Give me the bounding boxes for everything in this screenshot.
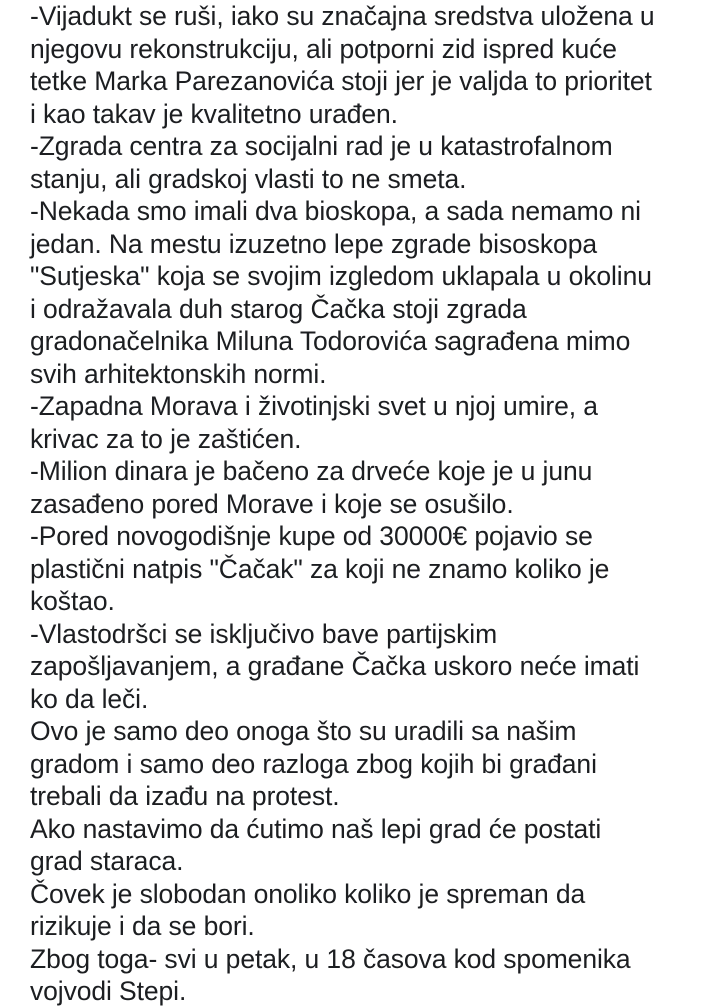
paragraph-social-work-center: -Zgrada centra za socijalni rad je u katastrofalnom stanju, ali gradskoj vlasti to ne smeta. bbox=[30, 131, 613, 194]
paragraph-call-to-protest: Zbog toga- svi u petak, u 18 časova kod spomenika vojvodi Stepi. bbox=[30, 943, 631, 1006]
paragraph-trees: -Milion dinara je bačeno za drveće koje je u junu zasađeno pored Morave i koje se osušilo. bbox=[30, 456, 593, 519]
paragraph-freedom: Čovek je slobodan onoliko koliko je spreman da rizikuje i da se bori. bbox=[30, 878, 586, 941]
paragraph-summary: Ovo je samo deo onoga što su uradili sa našim gradom i samo deo razloga zbog kojih bi građani trebali da izađu na protest. bbox=[30, 716, 597, 811]
paragraph-employment: -Vlastodršci se isključivo bave partijskim zapošljavanjem, a građane Čačka uskoro neće imati ko da leči. bbox=[30, 618, 640, 714]
post-text bbox=[30, 0, 710, 1008]
paragraph-morava-river: -Zapadna Morava i životinjski svet u njoj umire, a krivac za to je zaštićen. bbox=[30, 391, 598, 454]
paragraph-silence: Ako nastavimo da ćutimo naš lepi grad će postati grad staraca. bbox=[30, 813, 602, 876]
paragraph-viaduct: -Vijadukt se ruši, iako su značajna sredstva uložena u njegovu rekonstrukciju, ali potporni zid ispred kuće tetke Marka Parezanovića stoji jer je valjda to prioritet i kao takav je kvalitetno urađen. bbox=[30, 1, 655, 129]
paragraph-sign: -Pored novogodišnje kupe od 30000€ pojavio se plastični natpis "Čačak" za koji ne znamo koliko je koštao. bbox=[30, 521, 610, 616]
paragraph-cinemas: -Nekada smo imali dva bioskopa, a sada nemamo ni jedan. Na mestu izuzetno lepe zgrade bisoskopa "Sutjeska" koja se svojim izgledom uklapala u okolinu i odražavala duh starog Čačka stoji zgrada gradonačelnika Miluna Todorovića sagrađena mimo svih arhitektonskih normi. bbox=[30, 196, 652, 389]
